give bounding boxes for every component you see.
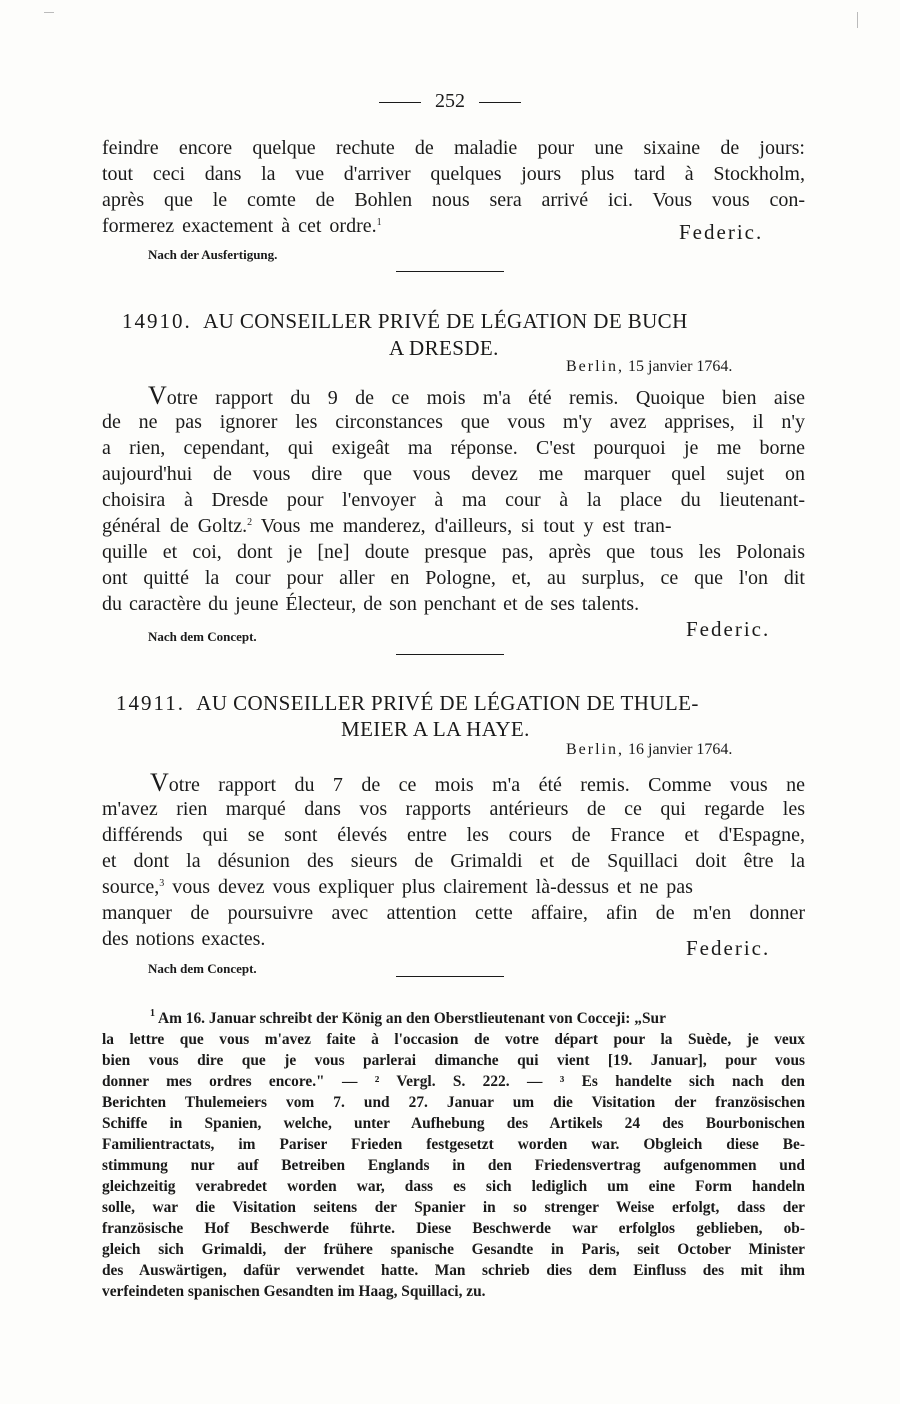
letter-number: 14910. (122, 309, 192, 333)
page-number: 252 (0, 90, 900, 113)
source-note: Nach der Ausfertigung. (148, 247, 278, 262)
footnote-line: des Auswärtigen, dafür verwendet hatte. Man schrieb dies dem Einfluss des mit ihm (102, 1262, 805, 1279)
footnote-line: Familientractats, im Pariser Frieden festgesetzt worden war. Obgleich diese Be- (102, 1136, 805, 1153)
letter-heading-line2: MEIER A LA HAYE. (341, 717, 530, 741)
text-line: quille et coi, dont je [ne] doute presque pas, après que tous les Polonais (102, 541, 805, 563)
text-line: du caractère du jeune Électeur, de son penchant et de ses talents. (102, 593, 640, 615)
footnote-line: Schiffe in Spanien, welche, unter Aufhebung des Artikels 24 des Bourbonischen (102, 1115, 805, 1132)
section-divider (396, 271, 504, 272)
text-line: formerez exactement à cet ordre.$^1$ (102, 215, 382, 237)
footnote-ref: 3 (159, 878, 165, 889)
text-line: après que le comte de Bohlen nous sera arrivé ici. Vous vous con- (102, 189, 805, 211)
source-note: Nach dem Concept. (148, 961, 257, 976)
section-divider (396, 654, 504, 655)
dateline: Berlin, 15 janvier 1764. (566, 358, 733, 375)
text-line: source,$^3$ vous devez vous expliquer plus clairement là-dessus et ne pas (102, 876, 693, 898)
footnote-ref: 2 (247, 517, 253, 528)
scan-mark-left (44, 12, 54, 13)
signature: Federic. (686, 936, 771, 960)
text-line: Votre rapport du 9 de ce mois m'a été remis. Quoique bien aise (148, 381, 805, 410)
scan-mark-right (857, 12, 858, 28)
text-line: manquer de poursuivre avec attention cette affaire, afin de m'en donner (102, 902, 805, 924)
footnote-line: bien vous dire que je vous parlerai dimanche qui vient [19. Januar], pour vous (102, 1052, 805, 1069)
footnote-line: gleichzeitig verabredet worden war, dass es sich lediglich um eine Form handeln (102, 1178, 805, 1195)
footnote-line: Berichten Thulemeiers vom 7. und 27. Januar um die Visitation der französischen (102, 1094, 805, 1111)
letter-heading: 14910. AU CONSEILLER PRIVÉ DE LÉGATION DE BUCH (122, 309, 688, 333)
source-note: Nach dem Concept. (148, 629, 257, 644)
text-line: aujourd'hui de vous dire que vous devez me marquer quel sujet on (102, 463, 805, 485)
footnote-mark: 1 (150, 1008, 155, 1019)
text-line: et dont la désunion des sieurs de Grimaldi et de Squillaci doit être la (102, 850, 805, 872)
footnote-line: donner mes ordres encore." — ² Vergl. S. 222. — ³ Es handelte sich nach den (102, 1073, 805, 1090)
dateline: Berlin, 16 janvier 1764. (566, 741, 733, 758)
letter-number: 14911. (116, 691, 185, 715)
text-line: des notions exactes. (102, 928, 266, 950)
signature: Federic. (686, 617, 771, 641)
footnote-line: gleich sich Grimaldi, der frühere spanische Gesandte in Paris, seit October Minister (102, 1241, 805, 1258)
letter-heading-line2: A DRESDE. (389, 336, 499, 360)
footnote-line: $^1$ Am 16. Januar schreibt der König an den Oberstlieutenant von Cocceji: „Sur (150, 1008, 666, 1027)
text-line: de ne pas ignorer les circonstances que vous m'y avez apprises, il n'y (102, 411, 805, 433)
section-divider (396, 976, 504, 977)
text-line: choisira à Dresde pour l'envoyer à ma cour à la place du lieutenant- (102, 489, 805, 511)
footnote-line: französische Hof Beschwerde führte. Diese Beschwerde war erfolglos geblieben, ob- (102, 1220, 805, 1237)
text-line: Votre rapport du 7 de ce mois m'a été remis. Comme vous ne (150, 768, 805, 797)
text-line: m'avez rien marqué dans vos rapports antérieurs de ce qui regarde les (102, 798, 805, 820)
signature: Federic. (679, 220, 764, 244)
text-line: a rien, cependant, qui exigeât ma réponse. C'est pourquoi je me borne (102, 437, 805, 459)
footnote-line: stimmung nur auf Betreiben Englands in den Friedensvertrag aufgenommen und (102, 1157, 805, 1174)
letter-heading: 14911. AU CONSEILLER PRIVÉ DE LÉGATION DE THULE- (116, 691, 699, 715)
footnote-line: la lettre que vous m'avez faite à l'occasion de votre départ pour la Suède, je veux (102, 1031, 805, 1048)
text-line: différends qui se sont élevés entre les cours de France et d'Espagne, (102, 824, 805, 846)
text-line: tout ceci dans la vue d'arriver quelques jours plus tard à Stockholm, (102, 163, 805, 185)
text-line: général de Goltz.$^2$ Vous me manderez, d'ailleurs, si tout y est tran- (102, 515, 672, 537)
footnote-ref: 1 (376, 217, 382, 228)
footnote-line: verfeindeten spanischen Gesandten im Haag, Squillaci, zu. (102, 1283, 486, 1300)
text-line: feindre encore quelque rechute de maladie pour une sixaine de jours: (102, 137, 805, 159)
text-line: ont quitté la cour pour aller en Pologne, et, au surplus, ce que l'on dit (102, 567, 805, 589)
footnote-line: solle, war die Visitation seitens der Spanier in so strenger Weise erfolgt, dass der (102, 1199, 805, 1216)
